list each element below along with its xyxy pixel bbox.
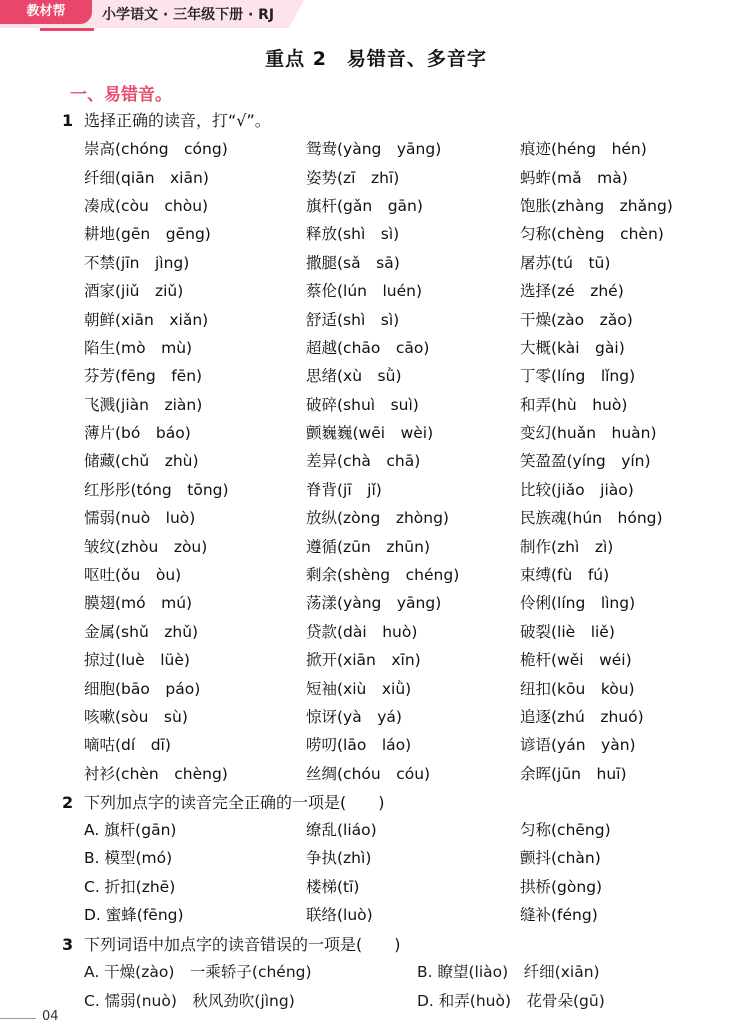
option-row xyxy=(84,815,734,843)
option-word: 联络(luò) xyxy=(306,906,373,925)
word-item[interactable]: 掀开(xiān xīn) xyxy=(306,651,421,670)
word-item[interactable]: 桅杆(wěi wéi) xyxy=(520,651,632,670)
word-item[interactable]: 破碎(shuì suì) xyxy=(306,395,419,414)
word-item[interactable]: 选择(zé zhé) xyxy=(520,282,624,301)
word-item[interactable]: 呕吐(ǒu òu) xyxy=(84,566,182,585)
question-text: 下列加点字的读音完全正确的一项是( ) xyxy=(84,793,385,812)
grid-row xyxy=(84,390,734,418)
grid-row xyxy=(84,475,734,503)
word-item[interactable]: 颤巍巍(wēi wèi) xyxy=(306,424,434,443)
grid-row xyxy=(84,333,734,361)
word-item[interactable]: 思绪(xù sǜ) xyxy=(306,367,402,386)
grid-row xyxy=(84,702,734,730)
option-d[interactable]: D. 蜜蜂(fēng) xyxy=(84,906,184,925)
word-item[interactable]: 荡漾(yàng yāng) xyxy=(306,594,442,613)
word-item[interactable]: 崇高(chóng cóng) xyxy=(84,140,228,159)
question-text: 选择正确的读音，打“√”。 xyxy=(84,111,271,130)
word-item[interactable]: 束缚(fù fú) xyxy=(520,566,610,585)
word-item[interactable]: 飞溅(jiàn ziàn) xyxy=(84,395,203,414)
grid-row xyxy=(84,248,734,276)
option-word: 颤抖(chàn) xyxy=(520,849,601,868)
option-a[interactable]: A. 干燥(zào) 一乘轿子(chéng) xyxy=(84,963,312,982)
grid-row xyxy=(84,361,734,389)
word-item[interactable]: 干燥(zào zǎo) xyxy=(520,310,633,329)
option-word: 拱桥(gòng) xyxy=(520,877,603,896)
question-number: 3 xyxy=(62,935,74,954)
word-item[interactable]: 丁零(líng lǐng) xyxy=(520,367,636,386)
question-3 xyxy=(62,932,401,955)
grid-row xyxy=(84,191,734,219)
word-item[interactable]: 耕地(gēn gēng) xyxy=(84,225,211,244)
grid-row xyxy=(84,673,734,701)
word-item[interactable]: 蔡伦(lún luén) xyxy=(306,282,423,301)
header-accent-line xyxy=(40,28,94,31)
grid-row xyxy=(84,276,734,304)
grid-row xyxy=(84,418,734,446)
page-number: 04 xyxy=(42,1009,59,1024)
word-item[interactable]: 酒家(jiǔ ziǔ) xyxy=(84,282,184,301)
option-b[interactable]: B. 瞭望(liào) 纤细(xiān) xyxy=(417,963,600,982)
word-item[interactable]: 民族魂(hún hóng) xyxy=(520,509,663,528)
word-item[interactable]: 剩余(shèng chéng) xyxy=(306,566,460,585)
page-title: 重点 2 易错音、多音字 xyxy=(265,48,487,70)
word-item[interactable]: 舒适(shì sì) xyxy=(306,310,400,329)
word-item[interactable]: 朝鲜(xiān xiǎn) xyxy=(84,310,209,329)
word-item[interactable]: 大概(kài gài) xyxy=(520,338,625,357)
question-text: 下列词语中加点字的读音错误的一项是( ) xyxy=(84,935,401,954)
word-item[interactable]: 放纵(zòng zhòng) xyxy=(306,509,449,528)
word-item[interactable]: 纽扣(kōu kòu) xyxy=(520,679,635,698)
option-row xyxy=(84,957,734,986)
word-item[interactable]: 咳嗽(sòu sù) xyxy=(84,708,188,726)
grid-row xyxy=(84,162,734,190)
word-item[interactable]: 匀称(chèng chèn) xyxy=(520,225,664,244)
word-item[interactable]: 短袖(xiù xiǜ) xyxy=(306,679,412,698)
word-item[interactable]: 屠苏(tú tū) xyxy=(520,253,611,272)
word-item[interactable]: 饱胀(zhàng zhǎng) xyxy=(520,196,673,215)
q3-options xyxy=(84,957,734,1014)
grid-row xyxy=(84,446,734,474)
question-number: 1 xyxy=(62,111,74,130)
word-item[interactable]: 余晖(jūn huī) xyxy=(520,764,627,783)
option-row xyxy=(84,986,734,1015)
page-header xyxy=(0,0,752,34)
option-word: 匀称(chēng) xyxy=(520,821,611,840)
section-title: 一、易错音。 xyxy=(70,85,172,105)
word-item[interactable]: 红彤彤(tóng tōng) xyxy=(84,480,229,499)
grid-row xyxy=(84,531,734,559)
option-row xyxy=(84,843,734,871)
word-item[interactable]: 凑成(còu chòu) xyxy=(84,196,209,215)
book-title: 小学语文 · 三年级下册 · RJ xyxy=(102,7,275,23)
word-item[interactable]: 不禁(jīn jìng) xyxy=(84,253,190,272)
word-item[interactable]: 超越(chāo cāo) xyxy=(306,338,430,357)
word-item[interactable]: 撒腿(sǎ sā) xyxy=(306,253,400,272)
word-item[interactable]: 唠叨(lāo láo) xyxy=(306,736,412,755)
grid-row xyxy=(84,503,734,531)
word-item[interactable]: 薄片(bó báo) xyxy=(84,424,191,443)
word-item[interactable]: 笑盈盈(yíng yín) xyxy=(520,452,651,471)
word-item[interactable]: 和弄(hù huò) xyxy=(520,395,628,414)
word-item[interactable]: 细胞(bāo páo) xyxy=(84,679,201,698)
question-number: 2 xyxy=(62,793,74,812)
word-item[interactable]: 懦弱(nuò luò) xyxy=(84,509,196,528)
word-item[interactable]: 陷生(mò mù) xyxy=(84,338,193,357)
word-item[interactable]: 掠过(luè lüè) xyxy=(84,651,190,670)
word-item[interactable]: 储藏(chǔ zhù) xyxy=(84,452,199,471)
word-item[interactable]: 皱纹(zhòu zòu) xyxy=(84,537,208,556)
word-item[interactable]: 脊背(jī jǐ) xyxy=(306,480,382,499)
grid-row xyxy=(84,134,734,162)
footer-line xyxy=(0,1018,36,1019)
option-word: 楼梯(tī) xyxy=(306,877,360,896)
word-item[interactable]: 制作(zhì zì) xyxy=(520,537,614,556)
word-item[interactable]: 蚂蚱(mǎ mà) xyxy=(520,168,628,187)
grid-row xyxy=(84,560,734,588)
word-item[interactable]: 旗杆(gǎn gān) xyxy=(306,196,423,215)
word-item[interactable]: 破裂(liè liě) xyxy=(520,622,615,641)
option-word: 缭乱(liáo) xyxy=(306,821,377,840)
word-item[interactable]: 遵循(zūn zhūn) xyxy=(306,537,430,556)
grid-row xyxy=(84,617,734,645)
word-item[interactable]: 芬芳(fēng fēn) xyxy=(84,367,203,386)
option-c[interactable]: C. 懦弱(nuò) 秋风劲吹(jìng) xyxy=(84,991,295,1010)
word-item[interactable]: 衬衫(chèn chèng) xyxy=(84,764,228,783)
word-item[interactable]: 释放(shì sì) xyxy=(306,225,400,244)
option-d[interactable]: D. 和弄(huò) 花骨朵(gū) xyxy=(417,991,605,1010)
option-b[interactable]: B. 模型(mó) xyxy=(84,849,173,868)
grid-row xyxy=(84,645,734,673)
word-item[interactable]: 鸳鸯(yàng yāng) xyxy=(306,140,442,159)
option-a[interactable]: A. 旗杆(gān) xyxy=(84,821,177,840)
grid-row xyxy=(84,759,734,787)
option-word: 缝补(féng) xyxy=(520,906,598,925)
brand-tag: 教材帮 xyxy=(0,0,92,24)
word-item[interactable]: 膜翅(mó mú) xyxy=(84,594,193,613)
word-item[interactable]: 差异(chà chā) xyxy=(306,452,421,471)
word-item[interactable]: 比较(jiǎo jiào) xyxy=(520,480,634,499)
word-item[interactable]: 伶俐(líng lìng) xyxy=(520,594,636,613)
word-item[interactable]: 变幻(huǎn huàn) xyxy=(520,424,657,443)
option-word: 争执(zhì) xyxy=(306,849,372,868)
pronunciation-grid xyxy=(84,134,734,787)
word-item[interactable]: 谚语(yán yàn) xyxy=(520,736,636,755)
option-c[interactable]: C. 折扣(zhē) xyxy=(84,877,176,896)
word-item[interactable]: 金属(shǔ zhǔ) xyxy=(84,622,199,641)
word-item[interactable]: 姿势(zī zhī) xyxy=(306,168,400,187)
grid-row xyxy=(84,730,734,758)
grid-row xyxy=(84,588,734,616)
word-item[interactable]: 贷款(dài huò) xyxy=(306,622,418,641)
q2-options xyxy=(84,815,734,928)
grid-row xyxy=(84,219,734,247)
question-2 xyxy=(62,790,385,813)
word-item[interactable]: 嘀咕(dí dī) xyxy=(84,736,171,755)
word-item[interactable]: 惊讶(yà yá) xyxy=(306,708,402,726)
grid-row xyxy=(84,304,734,332)
word-item[interactable]: 追逐(zhú zhuó) xyxy=(520,708,644,726)
option-row xyxy=(84,872,734,900)
word-item[interactable]: 丝绸(chóu cóu) xyxy=(306,764,431,783)
option-row xyxy=(84,900,734,928)
word-item[interactable]: 纤细(qiān xiān) xyxy=(84,168,209,187)
word-item[interactable]: 痕迹(héng hén) xyxy=(520,140,647,159)
question-1 xyxy=(62,108,271,131)
